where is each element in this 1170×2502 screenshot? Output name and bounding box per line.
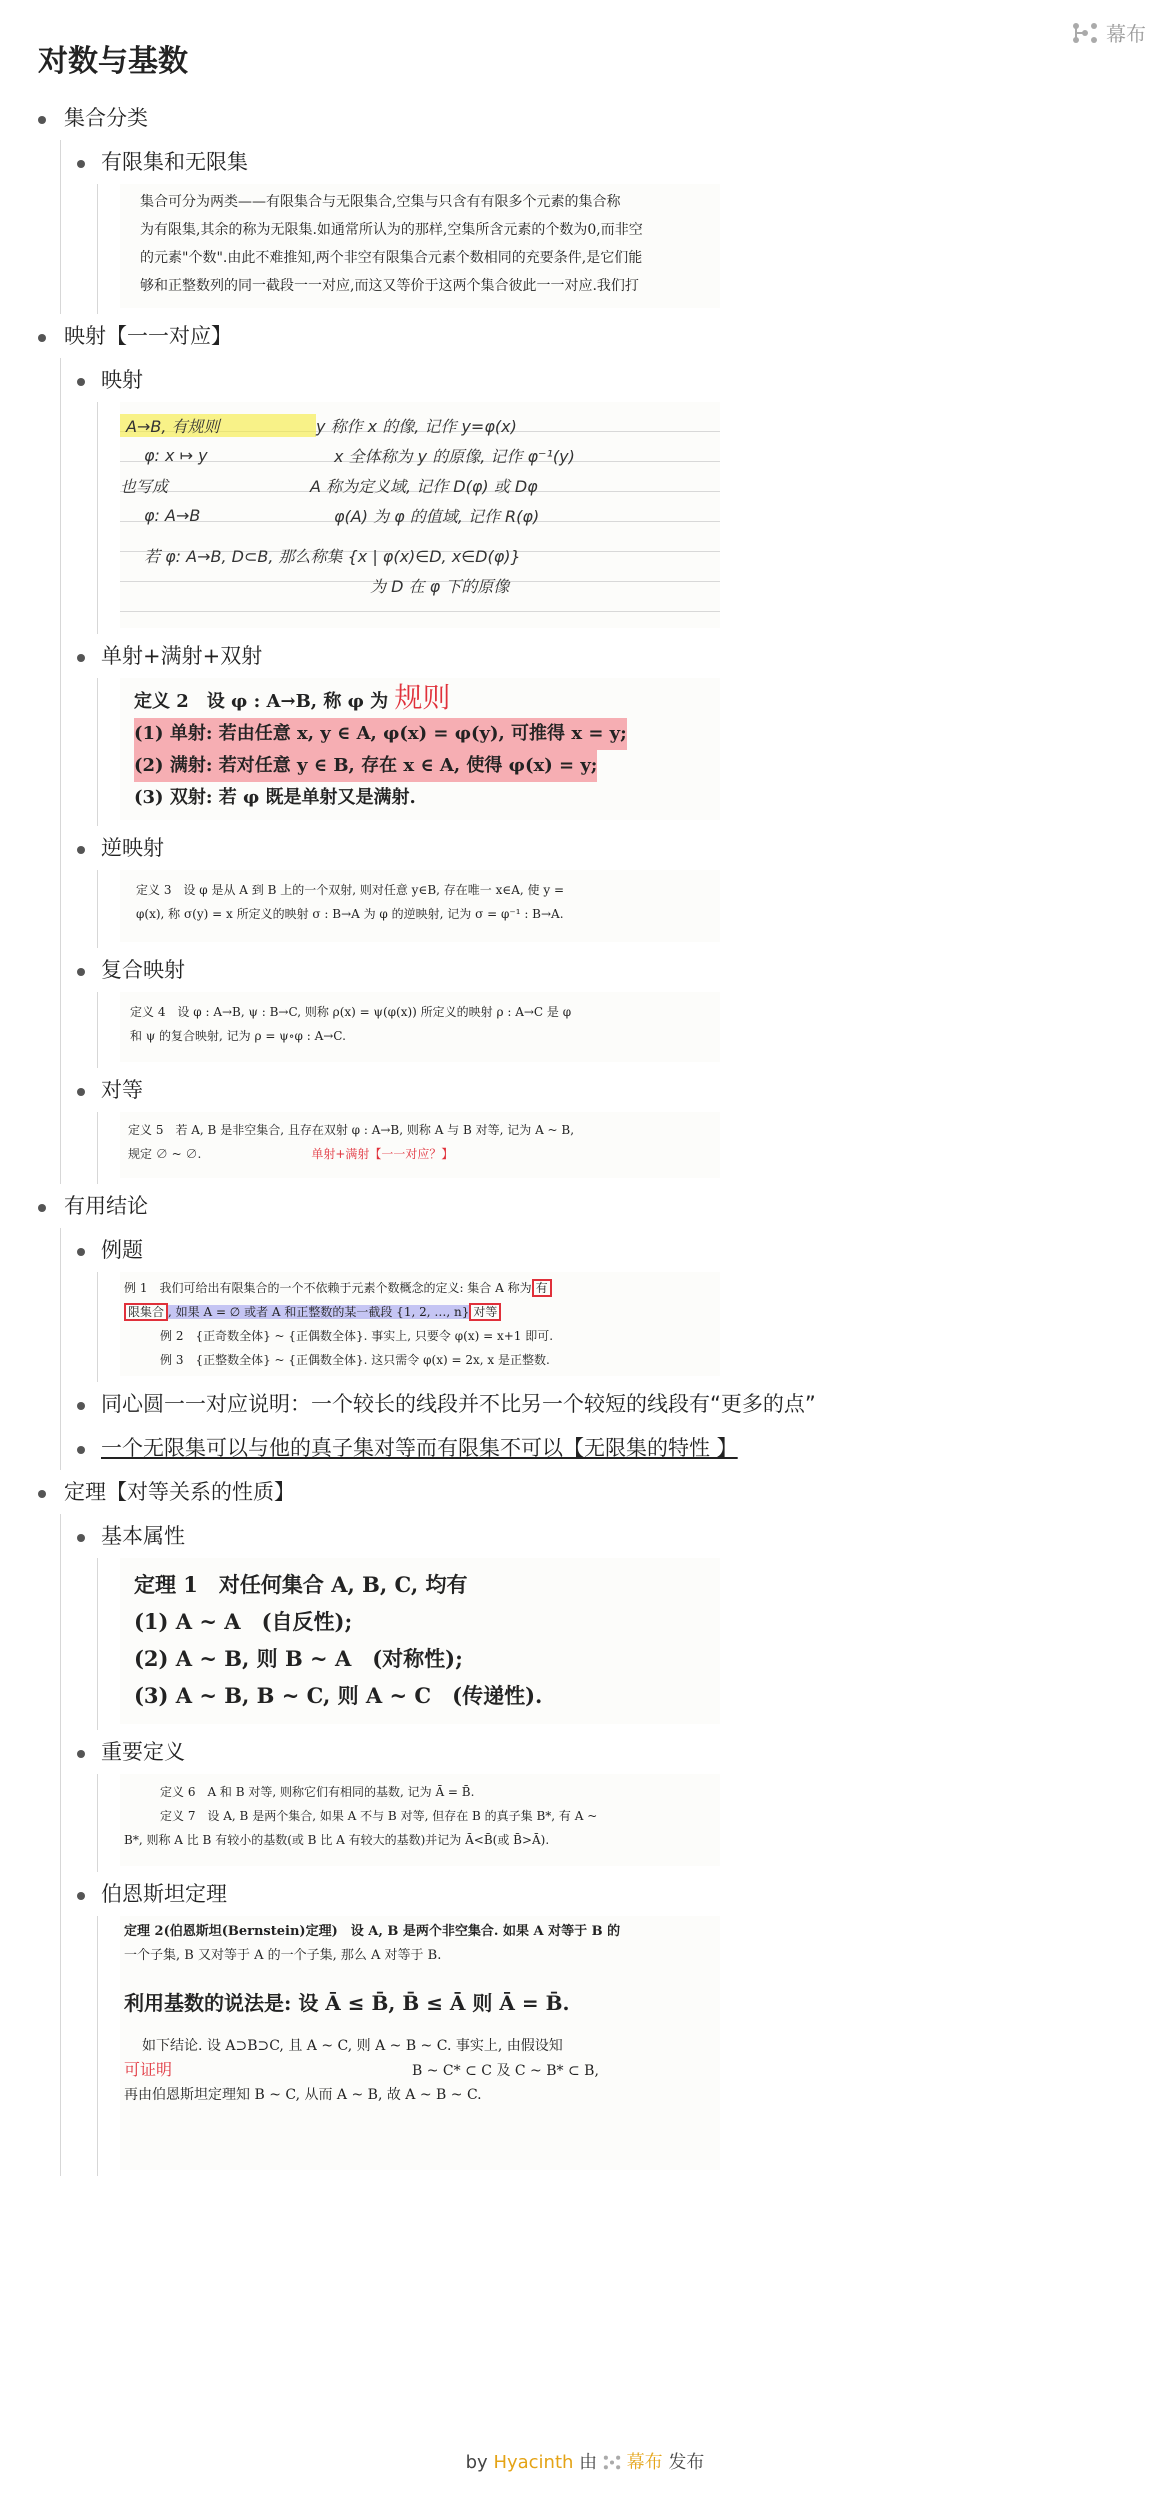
bullet-icon[interactable] bbox=[77, 1088, 85, 1096]
platform-link[interactable]: 幕布 bbox=[626, 2452, 663, 2473]
textbook-excerpt-image bbox=[120, 992, 720, 1062]
theorem-line: (3) A ~ B, B ~ C, 则 A ~ C (传递性). bbox=[134, 1683, 543, 1708]
note-text: φ: x ↦ y bbox=[144, 445, 208, 465]
footer-publish: 发布 bbox=[668, 2452, 705, 2473]
outline-node-map[interactable] bbox=[61, 358, 1170, 634]
annotation-text: 规则 bbox=[394, 681, 451, 714]
annotation-text: 单射+满射【一一对应？】 bbox=[311, 1147, 454, 1161]
bullet-icon[interactable] bbox=[77, 654, 85, 662]
annotation-text: 可证明 bbox=[124, 2060, 173, 2079]
node-text[interactable]: 映射 bbox=[101, 368, 143, 392]
node-text[interactable]: 同心圆一一对应说明：一个较长的线段并不比另一个较短的线段有“更多的点” bbox=[101, 1392, 816, 1416]
node-text[interactable]: 映射【一一对应】 bbox=[64, 324, 232, 348]
outline-node-basic-properties[interactable] bbox=[61, 1514, 1170, 1730]
bullet-icon[interactable] bbox=[77, 1892, 85, 1900]
theorem-line: 再由伯恩斯坦定理知 B ~ C, 从而 A ~ B, 故 A ~ B ~ C. bbox=[124, 2087, 482, 2103]
outline-node-bernstein[interactable] bbox=[61, 1872, 1170, 2176]
outline-node-useful-conclusions[interactable] bbox=[0, 1184, 1170, 1470]
outline-node-injection-surjection[interactable] bbox=[61, 634, 1170, 826]
node-text[interactable]: 对等 bbox=[101, 1078, 143, 1102]
bullet-icon[interactable] bbox=[77, 846, 85, 854]
node-text[interactable]: 重要定义 bbox=[101, 1740, 185, 1764]
outline-node-infinite-property[interactable] bbox=[61, 1426, 1170, 1470]
theorem-line: (1) A ~ A (自反性); bbox=[134, 1609, 353, 1634]
node-text[interactable]: 逆映射 bbox=[101, 836, 164, 860]
outline-node-important-definitions[interactable] bbox=[61, 1730, 1170, 1872]
definition-line: 定义 3 设 φ 是从 A 到 B 上的一个双射, 则对任意 y∈B, 存在唯一 x∈A, 使 y = bbox=[136, 883, 565, 897]
example-line: 例 3 {正整数全体} ~ {正偶数全体}. 这只需令 φ(x) = 2x, x 是正整数. bbox=[160, 1353, 550, 1367]
node-text[interactable]: 定理【对等关系的性质】 bbox=[64, 1480, 295, 1504]
theorem-line: 一个子集, B 又对等于 A 的一个子集, 那么 A 对等于 B. bbox=[124, 1948, 442, 1963]
textbook-excerpt-image bbox=[120, 1774, 720, 1866]
boxed-text: 限集合 bbox=[124, 1303, 168, 1321]
note-text: 若 φ: A→B, D⊂B, 那么称集 {x | φ(x)∈D, x∈D(φ)} bbox=[144, 547, 521, 566]
node-text[interactable]: 有用结论 bbox=[64, 1194, 148, 1218]
author-link[interactable]: Hyacinth bbox=[493, 2452, 574, 2473]
outline-node-set-classification[interactable] bbox=[0, 96, 1170, 314]
note-text: y 称作 x 的像, 记作 y=φ(x) bbox=[316, 416, 517, 436]
textbook-excerpt-image bbox=[120, 1558, 720, 1724]
textbook-excerpt-image bbox=[120, 184, 720, 308]
boxed-text: 有 bbox=[532, 1279, 552, 1297]
definition-line: 定义 7 设 A, B 是两个集合, 如果 A 不与 B 对等, 但存在 B 的真子集 B*, 有 A ~ bbox=[160, 1809, 598, 1823]
brand-name: 幕布 bbox=[1106, 22, 1146, 46]
handwritten-notes-image bbox=[120, 402, 720, 628]
note-text: 为 D 在 φ 下的原像 bbox=[370, 577, 510, 596]
excerpt-line: 集合可分为两类——有限集合与无限集合,空集与只含有有限多个元素的集合称 bbox=[140, 194, 621, 210]
footer-by: by bbox=[465, 2452, 488, 2473]
node-text[interactable]: 集合分类 bbox=[64, 106, 148, 130]
note-text: 也写成 bbox=[120, 476, 169, 496]
node-text[interactable]: 例题 bbox=[101, 1238, 143, 1262]
note-text: x 全体称为 y 的原像, 记作 φ⁻¹(y) bbox=[334, 446, 575, 466]
bullet-icon[interactable] bbox=[38, 1204, 46, 1212]
textbook-excerpt-image bbox=[120, 678, 720, 820]
textbook-excerpt-image bbox=[120, 1112, 720, 1178]
theorem-line: (2) A ~ B, 则 B ~ A (对称性); bbox=[134, 1646, 463, 1671]
definition-line: (1) 单射: 若由任意 x, y ∈ A, φ(x) = φ(y), 可推得 x = y; bbox=[134, 718, 627, 750]
definition-line: (2) 满射: 若对任意 y ∈ B, 存在 x ∈ A, 使得 φ(x) = y; bbox=[134, 750, 597, 782]
outline-node-composite-map[interactable] bbox=[61, 948, 1170, 1068]
outline-node-mapping[interactable] bbox=[0, 314, 1170, 1184]
definition-line: φ(x), 称 σ(y) = x 所定义的映射 σ : B→A 为 φ 的逆映射, 记为 σ = φ⁻¹ : B→A. bbox=[136, 907, 564, 921]
definition-line: 和 ψ 的复合映射, 记为 ρ = ψ∘φ : A→C. bbox=[130, 1029, 346, 1043]
bullet-icon[interactable] bbox=[77, 1402, 85, 1410]
outline-node-equipotent[interactable] bbox=[61, 1068, 1170, 1184]
node-text[interactable]: 一个无限集可以与他的真子集对等而有限集不可以【无限集的特性 】 bbox=[101, 1436, 738, 1460]
excerpt-line: 的元素"个数".由此不难推知,两个非空有限集合元素个数相同的充要条件,是它们能 bbox=[140, 250, 643, 266]
definition-line: 定义 5 若 A, B 是非空集合, 且存在双射 φ : A→B, 则称 A 与 B 对等, 记为 A ~ B, bbox=[128, 1123, 575, 1137]
example-line: 例 2 {正奇数全体} ~ {正偶数全体}. 事实上, 只要令 φ(x) = x+1 即可. bbox=[160, 1329, 554, 1343]
excerpt-line: 够和正整数列的同一截段一一对应,而这又等价于这两个集合彼此一一对应.我们打 bbox=[140, 278, 639, 294]
bullet-icon[interactable] bbox=[77, 968, 85, 976]
theorem-line: 定理 2(伯恩斯坦(Bernstein)定理) 设 A, B 是两个非空集合. 如果 A 对等于 B 的 bbox=[124, 1924, 621, 1939]
example-line: , 如果 A = ∅ 或者 A 和正整数的某一截段 {1, 2, …, n} bbox=[168, 1305, 470, 1319]
bullet-icon[interactable] bbox=[77, 378, 85, 386]
bullet-icon[interactable] bbox=[77, 1750, 85, 1758]
outline-node-inverse-map[interactable] bbox=[61, 826, 1170, 948]
theorem-line: 如下结论. 设 A⊃B⊃C, 且 A ~ C, 则 A ~ B ~ C. 事实上, 由假设知 bbox=[142, 2038, 563, 2054]
bullet-icon[interactable] bbox=[77, 160, 85, 168]
bullet-icon[interactable] bbox=[38, 334, 46, 342]
node-text[interactable]: 伯恩斯坦定理 bbox=[101, 1882, 227, 1906]
footer-via: 由 bbox=[579, 2452, 598, 2473]
note-text: φ(A) 为 φ 的值域, 记作 R(φ) bbox=[334, 506, 540, 526]
boxed-text: 对等 bbox=[469, 1303, 501, 1321]
definition-line: 规定 ∅ ~ ∅. bbox=[128, 1147, 202, 1161]
node-text[interactable]: 有限集和无限集 bbox=[101, 150, 248, 174]
definition-head: 定义 2 设 φ : A→B, 称 φ 为 bbox=[134, 691, 389, 712]
page-title: 对数与基数 bbox=[38, 44, 188, 79]
bullet-icon[interactable] bbox=[77, 1446, 85, 1454]
definition-line: 定义 6 A 和 B 对等, 则称它们有相同的基数, 记为 Ā = B̄. bbox=[160, 1785, 475, 1799]
definition-line: (3) 双射: 若 φ 既是单射又是满射. bbox=[134, 787, 416, 808]
textbook-excerpt-image bbox=[120, 1916, 720, 2170]
definition-line: 定义 4 设 φ : A→B, ψ : B→C, 则称 ρ(x) = ψ(φ(x)) 所定义的映射 ρ : A→C 是 φ bbox=[130, 1005, 572, 1019]
theorem-line: B ~ C* ⊂ C 及 C ~ B* ⊂ B, bbox=[412, 2063, 599, 2079]
textbook-excerpt-image bbox=[120, 870, 720, 942]
bullet-icon[interactable] bbox=[38, 1490, 46, 1498]
node-text[interactable]: 复合映射 bbox=[101, 958, 185, 982]
bullet-icon[interactable] bbox=[38, 116, 46, 124]
outline bbox=[0, 96, 1170, 2176]
bullet-icon[interactable] bbox=[77, 1534, 85, 1542]
footer bbox=[0, 2448, 1170, 2474]
node-text[interactable]: 单射+满射+双射 bbox=[101, 644, 263, 668]
note-text: A 称为定义域, 记作 D(φ) 或 Dφ bbox=[310, 476, 538, 496]
mubu-logo-icon bbox=[603, 2455, 621, 2470]
outline-node-examples[interactable] bbox=[61, 1228, 1170, 1382]
theorem-line: 利用基数的说法是: 设 Ā ≤ B̄, B̄ ≤ Ā 则 Ā = B̄. bbox=[124, 1991, 570, 2015]
theorem-head: 定理 1 对任何集合 A, B, C, 均有 bbox=[134, 1572, 468, 1597]
textbook-excerpt-image bbox=[120, 1272, 720, 1376]
bullet-icon[interactable] bbox=[77, 1248, 85, 1256]
example-line: 例 1 我们可给出有限集合的一个不依赖于元素个数概念的定义: 集合 A 称为 bbox=[124, 1281, 532, 1295]
mubu-logo-icon bbox=[1072, 22, 1098, 44]
outline-node-concentric-circles[interactable] bbox=[61, 1382, 1170, 1426]
brand-link[interactable] bbox=[1072, 18, 1146, 47]
node-text[interactable]: 基本属性 bbox=[101, 1524, 185, 1548]
excerpt-line: 为有限集,其余的称为无限集.如通常所认为的那样,空集所含元素的个数为0,而非空 bbox=[140, 222, 643, 238]
outline-node-finite-infinite[interactable] bbox=[61, 140, 1170, 314]
note-text: A→B, 有规则 bbox=[120, 414, 316, 437]
outline-node-theorem[interactable] bbox=[0, 1470, 1170, 2176]
note-text: φ: A→B bbox=[144, 505, 201, 525]
definition-line: B*, 则称 A 比 B 有较小的基数(或 B 比 A 有较大的基数)并记为 Ā<B̄(或 B̄>Ā). bbox=[124, 1833, 550, 1847]
